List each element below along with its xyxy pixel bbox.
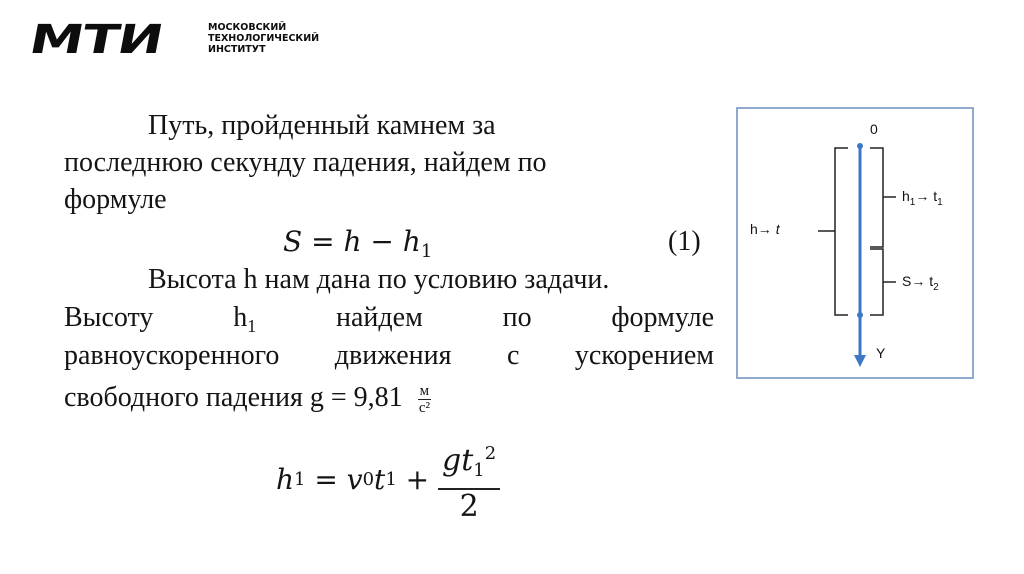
logo-letters: МТИ	[25, 17, 167, 63]
paragraph-2-line-4	[64, 380, 431, 416]
s-label-subscript: 2	[933, 281, 939, 293]
end-point	[857, 312, 863, 318]
numerator-subscript: 1	[473, 459, 485, 481]
word-po: по	[502, 302, 532, 333]
start-point	[857, 143, 863, 149]
formula-2-v-subscript: 0	[362, 469, 375, 490]
paragraph-1-line-1: Путь, пройденный камнем за	[148, 110, 496, 141]
formula-2-t: t	[374, 463, 386, 496]
formula-2-t-subscript: 1	[385, 469, 397, 490]
h1-label-arrow: → t	[915, 188, 938, 204]
formula-1-equals: =	[302, 225, 344, 258]
fall-diagram	[736, 107, 974, 379]
unit-denominator: с²	[418, 400, 430, 417]
diagram-graphics	[738, 109, 976, 381]
y-axis-arrowhead	[854, 355, 866, 367]
formula-1-minus: −	[361, 225, 403, 258]
h1-bracket	[870, 148, 883, 247]
logo-caption-line-2: ТЕХНОЛОГИЧЕСКИЙ	[208, 33, 320, 44]
formula-2-h: h	[276, 463, 295, 496]
word-vysotu: Высоту	[64, 302, 154, 333]
formula-1-h1-subscript: 1	[420, 241, 433, 262]
h1-label-subscript: 1	[909, 196, 916, 208]
symbol-h1-subscript: 1	[247, 316, 257, 336]
word-dvizheniya: движения	[334, 340, 452, 371]
s-label	[902, 273, 939, 293]
formula-1-h: h	[343, 225, 362, 258]
word-formule: формуле	[611, 302, 714, 333]
gravity-unit-fraction	[418, 383, 432, 416]
formula-2	[276, 440, 500, 524]
h1-label-t-subscript: 1	[937, 196, 943, 208]
unit-numerator: м	[419, 383, 430, 400]
h-label	[750, 221, 780, 237]
institute-logo	[25, 17, 320, 63]
paragraph-1-line-3: формуле	[64, 184, 167, 215]
formula-2-fraction	[438, 437, 500, 524]
formula-2-numerator	[438, 437, 500, 490]
h1-label	[902, 188, 943, 208]
formula-2-v: v	[346, 463, 363, 496]
s-label-text: S→ t	[902, 273, 934, 289]
formula-2-h-subscript: 1	[294, 469, 306, 490]
numerator-superscript: 2	[484, 442, 497, 464]
word-naidem: найдем	[336, 302, 423, 333]
word-uskoreniem: ускорением	[574, 340, 714, 371]
symbol-h: h	[233, 302, 248, 333]
word-s: с	[506, 340, 520, 371]
paragraph-2-line-1: Высота h нам дана по условию задачи.	[148, 264, 610, 295]
h-label-text: h→	[750, 221, 776, 237]
h-bracket	[835, 148, 848, 315]
h1-label-h: h	[902, 188, 910, 204]
formula-2-denominator: 2	[459, 488, 479, 524]
zero-label: 0	[870, 121, 878, 137]
formula-2-plus: +	[396, 463, 439, 496]
h-label-t: t	[775, 221, 780, 237]
formula-1-h1: h	[402, 225, 421, 258]
word-ravnouskorennogo: равноускоренного	[64, 340, 280, 371]
y-axis-label: Y	[876, 345, 886, 361]
paragraph-2-line-3	[64, 338, 714, 374]
logo-caption-line-3: ИНСТИТУТ	[208, 44, 266, 55]
logo-caption-line-1: МОСКОВСКИЙ	[208, 22, 287, 33]
formula-1-S: S	[283, 225, 303, 258]
gravity-text: свободного падения g = 9,81	[64, 382, 403, 413]
formula-1-number: (1)	[668, 226, 701, 257]
paragraph-1-line-2: последнюю секунду падения, найдем по	[64, 147, 547, 178]
s-bracket	[870, 249, 883, 315]
formula-2-equals: =	[305, 463, 347, 496]
numerator-gt: gt	[442, 442, 474, 478]
logo-caption	[208, 22, 319, 55]
